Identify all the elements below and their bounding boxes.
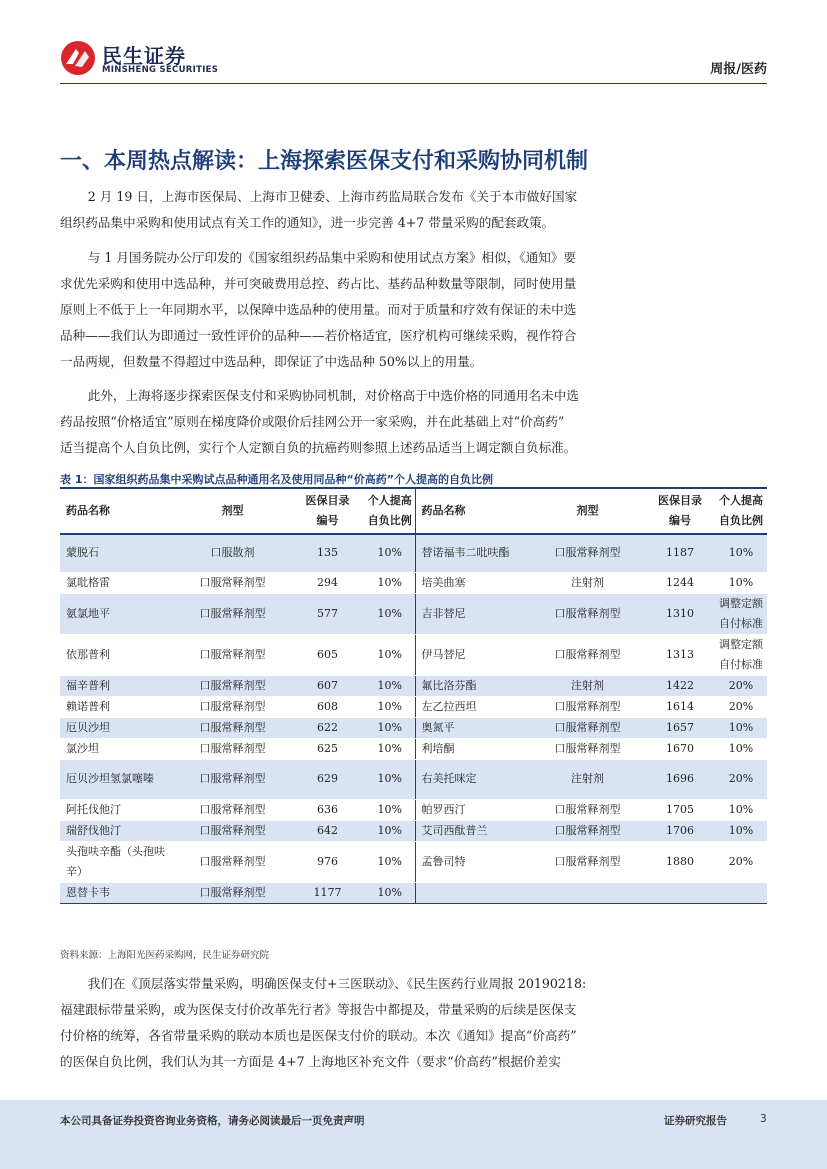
table-cell-lr: 10% [365,882,415,903]
table-cell-rf: 口服常释剂型 [530,841,645,882]
table-cell-rn [415,882,530,903]
col-header-ratio-l2: 自负比例 [367,514,412,527]
table-cell-lf: 口服常释剂型 [175,717,290,738]
table-cell-lr: 10% [365,841,415,882]
paragraph-line: 的医保自负比例，我们认为其一方面是 4+7 上海地区补充文件（要求“价高药”根据价差实 [60,1054,561,1069]
table-cell-rn: 氟比洛芬酯 [415,675,530,696]
table-cell-rc: 1705 [645,799,715,820]
table-cell-lc: 976 [290,841,365,882]
brand-name-cn: 民生证券 [102,44,186,68]
footer-disclaimer: 本公司具备证券投资咨询业务资格，请务必阅读最后一页免责声明 [60,1115,365,1127]
paragraph-line: 福建跟标带量采购，或为医保支付价改革先行者》等报告中都提及，带量采购的后续是医保支 [60,1002,577,1017]
table-cell-rn: 伊马替尼 [415,634,530,675]
paragraph-line: 组织药品集中采购和使用试点有关工作的通知》，进一步完善 4+7 带量采购的配套政策。 [60,215,555,230]
col-header-name-right: 药品名称 [415,488,530,534]
table-cell-rf: 口服常释剂型 [530,799,645,820]
table-cell-lc: 636 [290,799,365,820]
table-cell-ln: 氨氯地平 [60,593,175,634]
table-cell-ln: 赖诺普利 [60,696,175,717]
table-cell-rf: 注射剂 [530,572,645,593]
table-cell-rc [645,882,715,903]
table-cell-rn: 左乙拉西坦 [415,696,530,717]
table-row [60,799,767,820]
table-cell-rr: 10% [715,572,767,593]
paragraph-line: 我们在《顶层落实带量采购，明确医保支付+三医联动》、《民生医药行业周报 20190218: [87,976,587,991]
section-title: 一、本周热点解读：上海探索医保支付和采购协同机制 [60,148,589,174]
table-cell-lf: 口服常释剂型 [175,675,290,696]
table-row [60,675,767,696]
table-cell-ln: 厄贝沙坦氢氯噻嗪 [60,759,175,799]
table-row [60,572,767,593]
table-cell-rf: 注射剂 [530,675,645,696]
table-cell-rn: 奥氮平 [415,717,530,738]
table-caption: 表 1：国家组织药品集中采购试点品种通用名及使用同品种“价高药”个人提高的自负比例 [60,473,493,486]
col-header-code [290,488,365,534]
table-cell-lc: 629 [290,759,365,799]
table-cell-rr: 20% [715,841,767,882]
page-number: 3 [760,1113,767,1125]
table-body [60,534,767,903]
table-cell-lr: 10% [365,534,415,572]
table-cell-rf: 口服常释剂型 [530,696,645,717]
table-cell-ln: 蒙脱石 [60,534,175,572]
table-cell-lr: 10% [365,820,415,841]
table-row [60,696,767,717]
table-cell-lr: 10% [365,593,415,634]
table-cell-rr [715,882,767,903]
table-cell-rc: 1880 [645,841,715,882]
table-cell-rc: 1657 [645,717,715,738]
table-cell-ln: 氯沙坦 [60,738,175,759]
table-cell-lr: 10% [365,759,415,799]
table-cell-lr: 10% [365,717,415,738]
table-cell-rc: 1422 [645,675,715,696]
brand-logo [60,40,220,80]
table-cell-rn: 吉非替尼 [415,593,530,634]
table-cell-ln: 厄贝沙坦 [60,717,175,738]
table-header-row [60,488,767,534]
col-header-ratio [365,488,415,534]
paragraph-1 [60,184,767,236]
paragraph-line: 2 月 19 日，上海市医保局、上海市卫健委、上海市药监局联合发布《关于本市做好国家 [87,189,578,204]
table-row [60,759,767,799]
table-cell-lc: 608 [290,696,365,717]
table-row [60,634,767,675]
col-header-ratio-l1: 个人提高 [719,494,763,507]
table-cell-ln: 头孢呋辛酯（头孢呋辛） [60,841,175,882]
table-row [60,820,767,841]
col-header-code-l1: 医保目录 [305,494,350,507]
table-cell-lc: 625 [290,738,365,759]
table-cell-rf: 口服常释剂型 [530,717,645,738]
table-cell-ln: 恩替卡韦 [60,882,175,903]
table-row [60,841,767,882]
col-header-form-right: 剂型 [530,488,645,534]
report-type: 周报/医药 [710,62,767,77]
col-header-code-l2: 编号 [669,514,691,527]
table-cell-rf: 口服常释剂型 [530,738,645,759]
paragraph-3 [60,383,767,461]
table-cell-lf: 口服常释剂型 [175,820,290,841]
table-cell-lr: 10% [365,675,415,696]
table-cell-rf: 注射剂 [530,759,645,799]
col-header-code-l1: 医保目录 [658,494,702,507]
table-cell-ln: 阿托伐他汀 [60,799,175,820]
table-row [60,738,767,759]
table-cell-lc: 577 [290,593,365,634]
col-header-form: 剂型 [175,488,290,534]
paragraph-line: 与 1 月国务院办公厅印发的《国家组织药品集中采购和使用试点方案》相似，《通知》要 [87,250,577,265]
table-cell-rr: 10% [715,717,767,738]
table-cell-rn: 艾司西酞普兰 [415,820,530,841]
col-header-name: 药品名称 [60,488,175,534]
table-cell-rr: 调整定额自付标准 [715,593,767,634]
paragraph-line: 付价格的统筹，各省带量采购的联动本质也是医保支付价的联动。本次《通知》提高“价高药” [60,1028,577,1043]
table-cell-lc: 605 [290,634,365,675]
table-cell-rc: 1313 [645,634,715,675]
table-cell-ln: 瑞舒伐他汀 [60,820,175,841]
table-cell-lc: 622 [290,717,365,738]
table-row [60,593,767,634]
table-cell-rn: 培美曲塞 [415,572,530,593]
footer-label: 证券研究报告 [664,1115,727,1127]
header-divider [60,83,767,84]
col-header-ratio-l2: 自负比例 [719,514,763,527]
table-cell-rr: 10% [715,534,767,572]
table-row [60,882,767,903]
minsheng-logo-icon [60,40,96,76]
table-row [60,717,767,738]
table-cell-rn: 帕罗西汀 [415,799,530,820]
page-footer [0,1100,827,1169]
table-cell-rr: 10% [715,820,767,841]
table-cell-lr: 10% [365,572,415,593]
paragraph-line: 品种——我们认为即通过一致性评价的品种——若价格适宜，医疗机构可继续采购，视作符合 [60,328,577,343]
table-cell-lf: 口服常释剂型 [175,841,290,882]
table-cell-lr: 10% [365,799,415,820]
table-cell-rr: 调整定额自付标准 [715,634,767,675]
table-cell-rc: 1310 [645,593,715,634]
table-cell-lc: 135 [290,534,365,572]
page-header [0,0,827,90]
brand-name-en: MINSHENG SECURITIES [102,65,219,75]
table-cell-rr: 20% [715,675,767,696]
table-cell-rn: 孟鲁司特 [415,841,530,882]
table-cell-rf: 口服常释剂型 [530,820,645,841]
table-row [60,534,767,572]
col-header-ratio-l1: 个人提高 [367,494,412,507]
paragraph-line: 一品两规，但数量不得超过中选品种，即保证了中选品种 50%以上的用量。 [60,354,483,369]
table-cell-lf: 口服散剂 [175,534,290,572]
table-cell-lf: 口服常释剂型 [175,799,290,820]
table-cell-rf: 口服常释剂型 [530,593,645,634]
table-cell-lf: 口服常释剂型 [175,738,290,759]
table-cell-rc: 1696 [645,759,715,799]
table-cell-rf: 口服常释剂型 [530,634,645,675]
table-cell-ln: 福辛普利 [60,675,175,696]
table-source: 资料来源：上海阳光医药采购网，民生证券研究院 [60,950,270,961]
table-cell-lf: 口服常释剂型 [175,882,290,903]
col-header-code-l2: 编号 [316,514,339,527]
table-cell-lf: 口服常释剂型 [175,572,290,593]
table-cell-lf: 口服常释剂型 [175,634,290,675]
table-cell-ln: 依那普利 [60,634,175,675]
paragraph-line: 原则上不低于上一年同期水平，以保障中选品种的使用量。而对于质量和疗效有保证的未中选 [60,302,577,317]
col-header-ratio-right [715,488,767,534]
table-cell-lc: 294 [290,572,365,593]
table-cell-rn: 利培酮 [415,738,530,759]
table-cell-rc: 1670 [645,738,715,759]
table-cell-lr: 10% [365,738,415,759]
table-cell-rc: 1244 [645,572,715,593]
table-cell-rr: 10% [715,799,767,820]
table-cell-rc: 1187 [645,534,715,572]
paragraph-line: 适当提高个人自负比例，实行个人定额自负的抗癌药则参照上述药品适当上调定额自负标准。 [60,440,577,455]
paragraph-line: 此外，上海将逐步探索医保支付和采购协同机制，对价格高于中选价格的同通用名未中选 [87,388,579,403]
paragraph-2 [60,245,767,375]
table-cell-lf: 口服常释剂型 [175,759,290,799]
paragraph-line: 药品按照“价格适宜”原则在梯度降价或限价后挂网公开一家采购，并在此基础上对“价高药” [60,414,565,429]
table-cell-rn: 替诺福韦二吡呋酯 [415,534,530,572]
table-cell-lf: 口服常释剂型 [175,696,290,717]
table-cell-lf: 口服常释剂型 [175,593,290,634]
table-cell-lr: 10% [365,634,415,675]
table-cell-rn: 右美托咪定 [415,759,530,799]
table-cell-rr: 10% [715,738,767,759]
table-cell-rr: 20% [715,696,767,717]
table-cell-lc: 642 [290,820,365,841]
table-cell-rc: 1614 [645,696,715,717]
col-header-code-right [645,488,715,534]
paragraph-line: 求优先采购和使用中选品种，并可突破费用总控、药占比、基药品种数量等限制，同时使用量 [60,276,577,291]
table-cell-rr: 20% [715,759,767,799]
table-cell-lc: 1177 [290,882,365,903]
drug-table [60,487,767,904]
table-cell-rf [530,882,645,903]
table-cell-rf: 口服常释剂型 [530,534,645,572]
table-cell-lr: 10% [365,696,415,717]
table-cell-lc: 607 [290,675,365,696]
paragraph-4 [60,971,767,1075]
table-cell-rc: 1706 [645,820,715,841]
table-cell-ln: 氯吡格雷 [60,572,175,593]
